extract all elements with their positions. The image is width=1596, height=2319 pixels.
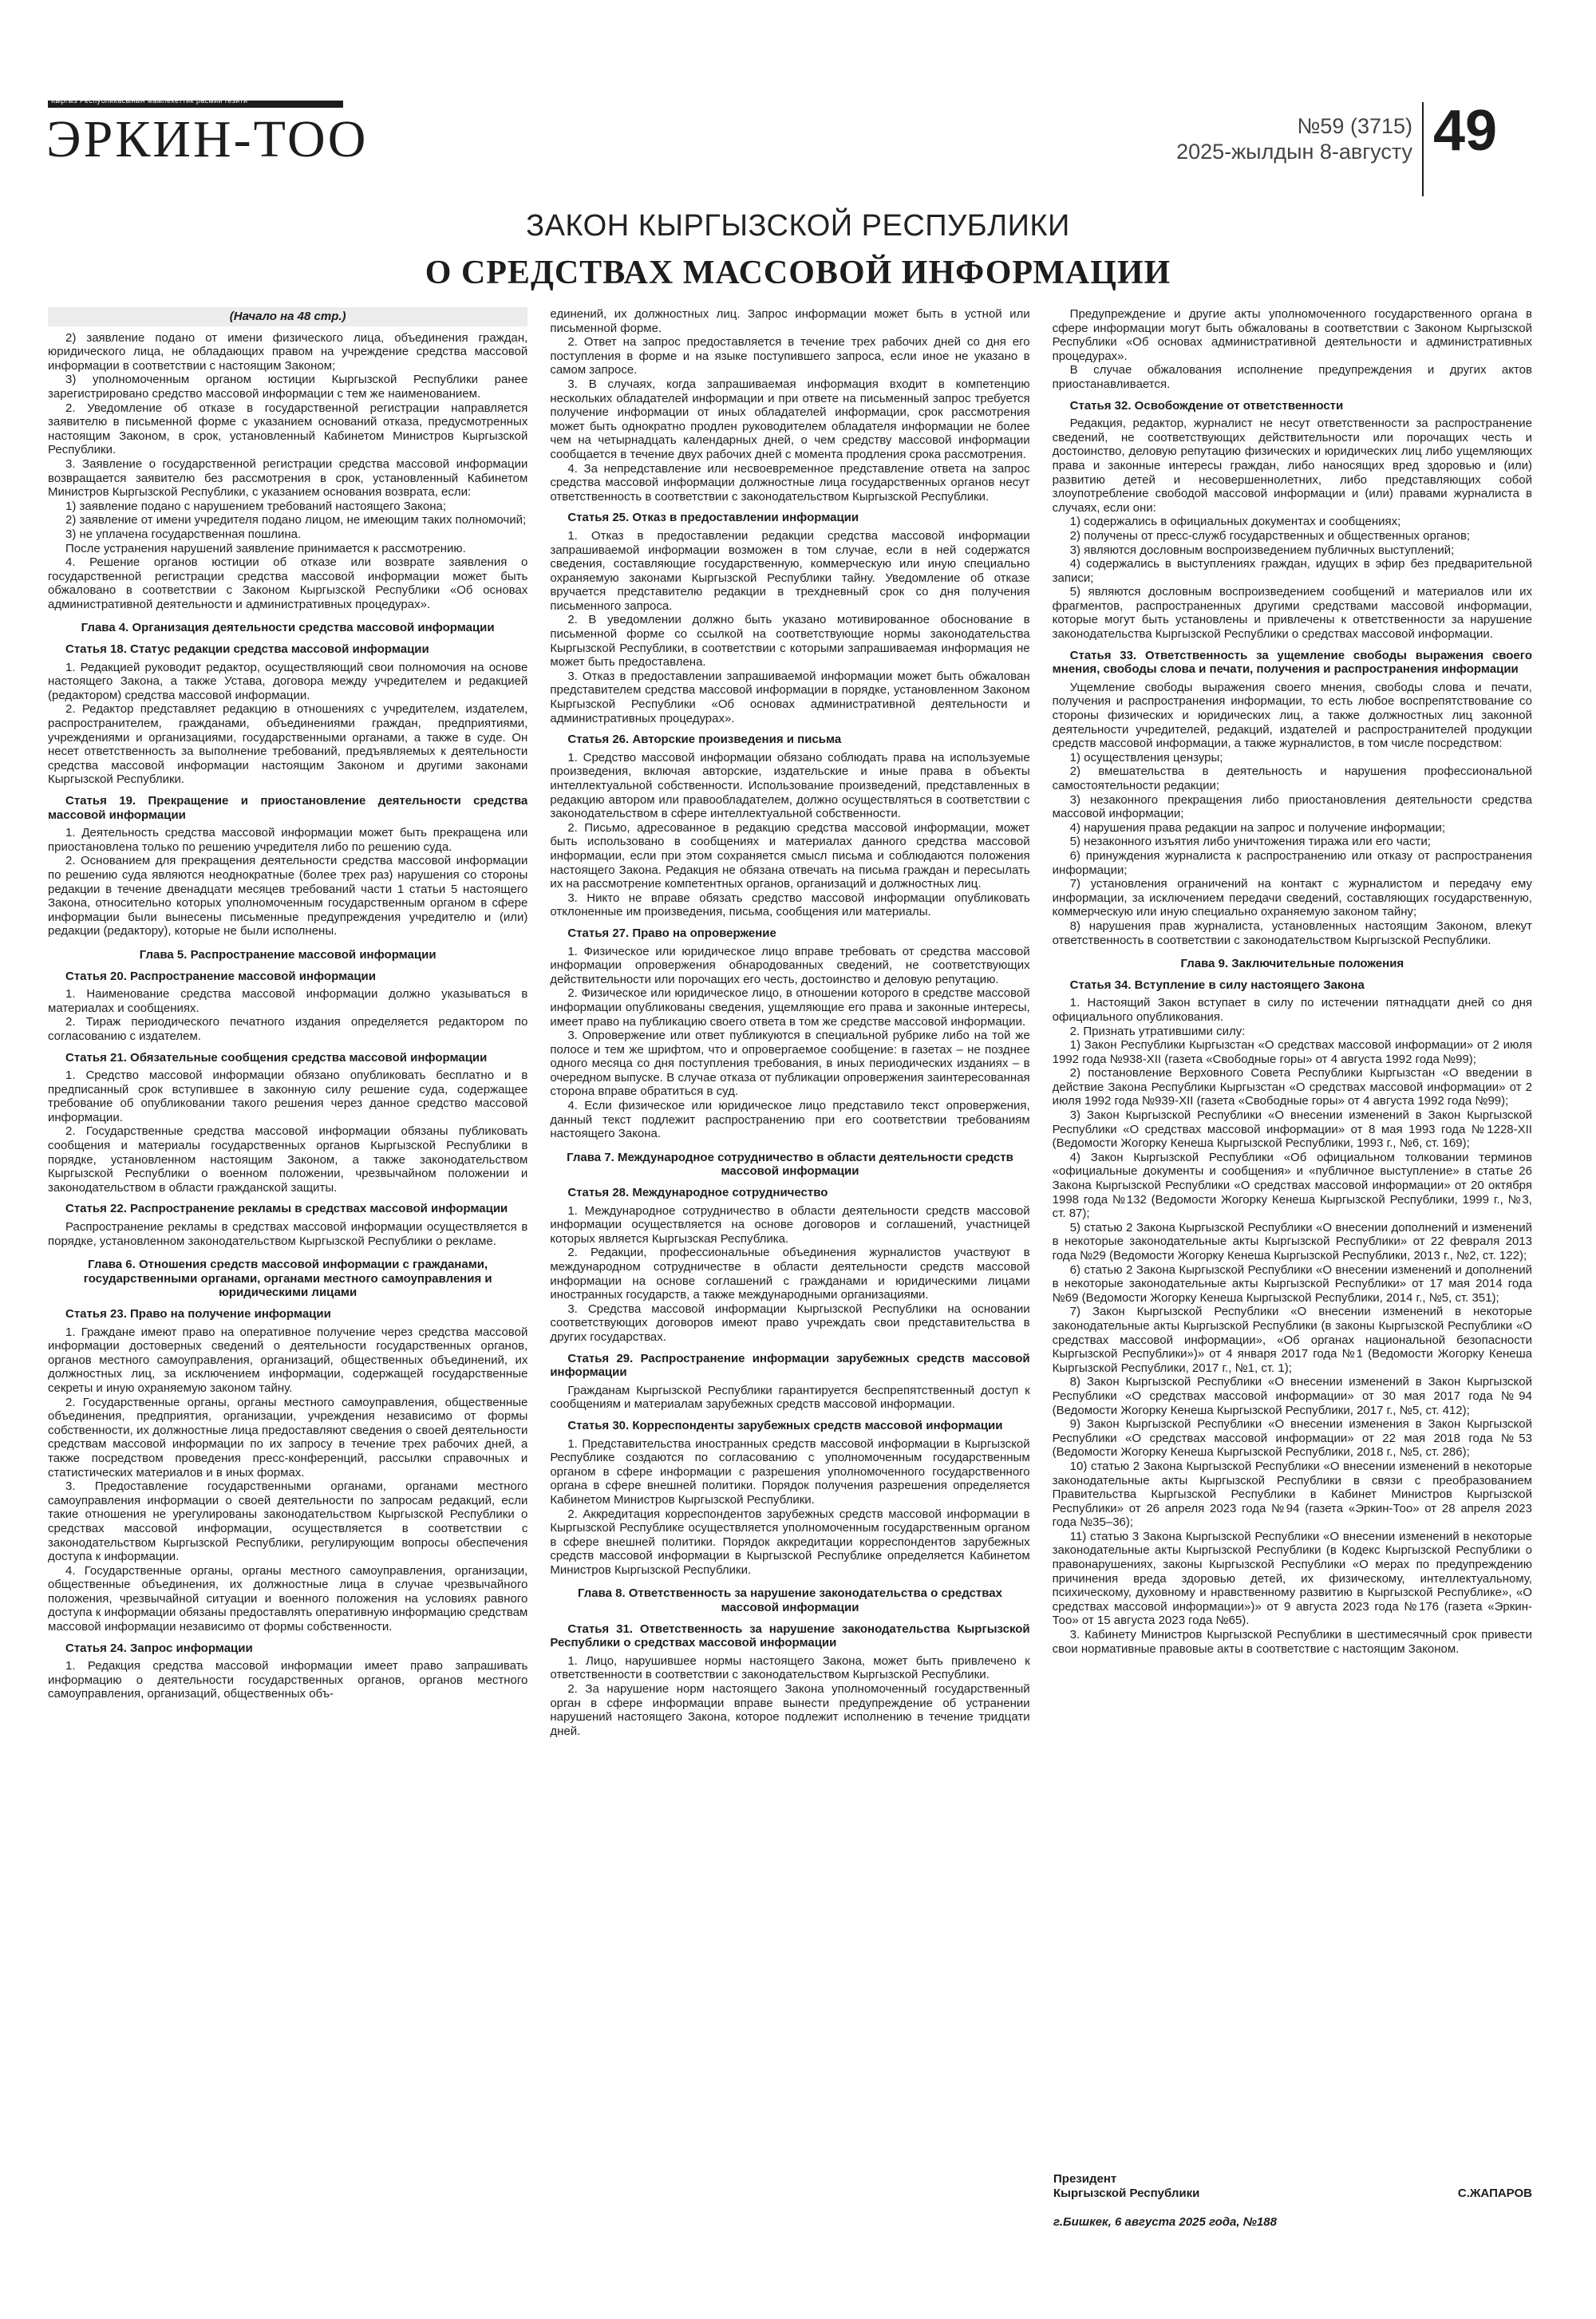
paragraph: 3) являются дословным воспроизведением публичных выступлений; — [1069, 543, 1455, 557]
paragraph: 2) вмешательства в деятельность и нарушения профессиональной самостоятельности редакции; — [1052, 764, 1532, 792]
paragraph: 2. Редактор представляет редакцию в отношениях с учредителем, издателем, распространителем, гражданами, объединениями граждан, предприятиями, учреждениями и организациями, государственными органами, а также в суде. Он несет ответственность за выполнение требований, предъявляемых к деятельности средства массовой информации настоящим Законом и другими законами Кыргызской Республики. — [48, 702, 528, 787]
paragraph: 2. Редакции, профессиональные объединения журналистов участвуют в международном сотрудничестве в области деятельности средств массовой информации на основе соглашений с гражданами и юридическими лицами иностранных государств, а также международными организациями. — [550, 1246, 1030, 1302]
paragraph: 1) содержались в официальных документах и сообщениях; — [1069, 515, 1401, 529]
paragraph: 6) статью 2 Закона Кыргызской Республики «О внесении изменений и дополнений в некоторые законодательные акты Кыргызской Республики» от 17 мая 2014 года №69 (Ведомости Жогорку Кенеша Кыргызской Республики, 2014 г., №5, ст. 351); — [1052, 1262, 1532, 1305]
paragraph: Предупреждение и другие акты уполномоченного государственного органа в сфере информации могут быть обжалованы в соответствии с Законом Кыргызской Республики «Об основах административной деятельности и административных процедурах». — [1052, 307, 1532, 363]
paragraph: 3. Отказ в предоставлении запрашиваемой информации может быть обжалован представителем средства массовой информации в порядке, установленном Законом Кыргызской Республики «Об основах административной деятельности и административных процедурах». — [550, 669, 1030, 725]
law-kicker: ЗАКОН КЫРГЫЗСКОЙ РЕСПУБЛИКИ — [526, 209, 1070, 243]
paragraph: 3. Никто не вправе обязать средство массовой информации опубликовать отклоненные им произведения, письма, сообщения или материалы. — [550, 891, 1030, 919]
chapter-heading: Глава 9. Заключительные положения — [1180, 957, 1404, 971]
paragraph: 2. В уведомлении должно быть указано мотивированное обоснование в письменной форме со ссылкой на соответствующие нормы законодательства Кыргызской Республики, в соответствии с которыми запрашиваемая информация не может быть предоставлена. — [550, 613, 1030, 670]
paragraph: 2. Основанием для прекращения деятельности средства массовой информации по решению суда являются неоднократные (более трех раз) нарушения со стороны редакции в течение двенадцати месяцев требований части 1 статьи 5 настоящего Закона, относительно которых уполномоченным государственным органом в сфере информации были вынесены письменные предупреждения учредителю и (или) редакции (редактору), которые не были исполнены. — [48, 854, 528, 938]
paragraph: 1. Средство массовой информации обязано опубликовать бесплатно и в предписанный срок вступившее в законную силу решение суда, содержащее требование об опубликовании такого решения через данное средство массовой информации. — [48, 1069, 528, 1124]
paragraph: 1) заявление подано с нарушением требований настоящего Закона; — [65, 499, 446, 513]
signature-block — [1053, 2172, 1532, 2230]
paragraph: После устранения нарушений заявление принимается к рассмотрению. — [65, 541, 466, 555]
newspaper-logo: ЭРКИН-ТОО — [46, 110, 369, 168]
paragraph: 2. Государственные средства массовой информации обязаны публиковать сообщения и материалы государственных органов Кыргызской Республики в порядке, установленном настоящим Законом, а также законодательством Кыргызской Республики о военном положении, чрезвычайном положении и законодательством в области гражданской защиты. — [48, 1124, 528, 1195]
paragraph: 1) Закон Республики Кыргызстан «О средствах массовой информации» от 2 июля 1992 года №938-XII (газета «Свободные горы» от 4 августа 1992 года №99); — [1052, 1038, 1532, 1066]
article-heading: Статья 33. Ответственность за ущемление свободы выражения своего мнения, свободы слова и печати, получения и распространения информации — [1052, 648, 1532, 677]
article-heading: Статья 32. Освобождение от ответственности — [1069, 398, 1344, 413]
chapter-heading: Глава 4. Организация деятельности средства массовой информации — [81, 621, 495, 635]
paragraph: 3) не уплачена государственная пошлина. — [65, 527, 302, 541]
paragraph: 11) статью 3 Закона Кыргызской Республики «О внесении изменений в некоторые законодательные акты Кыргызской Республики (в Кодекс Кыргызской Республики о правонарушениях, законы Кыргызской Республики «О мерах по предупреждению причинения вреда здоровью детей, их физическому, интеллектуальному, психическому, духовному и нравственному развитию в Кыргызской Республике», «О средствах массовой информации»)» от 9 августа 2023 года №176 (газета «Эркин-Тоо» от 15 августа 2023 года №65). — [1052, 1529, 1532, 1628]
article-heading: Статья 28. Международное сотрудничество — [567, 1186, 828, 1200]
paragraph: В случае обжалования исполнение предупреждения и других актов приостанавливается. — [1052, 363, 1532, 391]
paragraph: 1. Представительства иностранных средств массовой информации в Кыргызской Республике создаются по согласованию с уполномоченным государственным органом в сфере информации с разрешения уполномоченного государственного органа в сфере внешней политики. Порядок получения разрешения определяется Кабинетом Министров Кыргызской Республики. — [550, 1436, 1030, 1507]
paragraph: 4. За непредставление или несвоевременное представление ответа на запрос средства массовой информации должностные лица государственных органов несут ответственность в соответствии с законодательством Кыргызской Республики. — [550, 461, 1030, 504]
paragraph: 2. Признать утратившими силу: — [1069, 1024, 1246, 1038]
paragraph: 4) содержались в выступлениях граждан, идущих в эфир без предварительной записи; — [1052, 557, 1532, 585]
paragraph: 2) заявление от имени учредителя подано лицом, не имеющим таких полномочий; — [65, 513, 527, 527]
paragraph: 2. Ответ на запрос предоставляется в течение трех рабочих дней со дня его поступления в форме и на языке поступившего запроса, если иное не указано в самом запросе. — [550, 335, 1030, 377]
paragraph: Распространение рекламы в средствах массовой информации осуществляется в порядке, установленном законодательством Кыргызской Республики о рекламе. — [48, 1220, 528, 1248]
column-3 — [1053, 307, 1532, 2278]
paragraph: 3) Закон Кыргызской Республики «О внесении изменений в Закон Кыргызской Республики «О средствах массовой информации» от 8 мая 1993 года №1228-XII (Ведомости Жогорку Кенеша Кыргызской Республики, 1993 г., №6, ст. 169); — [1052, 1108, 1532, 1151]
article-heading: Статья 21. Обязательные сообщения средства массовой информации — [65, 1050, 488, 1065]
continuation-note: (Начало на 48 стр.) — [48, 307, 527, 326]
article-heading: Статья 19. Прекращение и приостановление деятельности средства массовой информации — [48, 794, 528, 822]
law-title: О СРЕДСТВАХ МАССОВОЙ ИНФОРМАЦИИ — [425, 255, 1171, 291]
paragraph: 8) нарушения прав журналиста, установленных настоящим Законом, влекут ответственность в соответствии с законодательством Кыргызской Республики. — [1052, 919, 1532, 947]
chapter-heading: Глава 8. Ответственность за нарушение законодательства о средствах массовой информации — [577, 1586, 1002, 1615]
paragraph: 7) установления ограничений на контакт с журналистом и передачу ему информации, за исключением передачи сведений, составляющих государственную, коммерческую или иную специально охраняемую законом тайну; — [1052, 877, 1532, 919]
paragraph: 1. Деятельность средства массовой информации может быть прекращена или приостановлена только по решению учредителя либо по решению суда. — [48, 826, 528, 854]
paragraph: 3. Заявление о государственной регистрации средства массовой информации возвращается заявителю без рассмотрения в срок, установленный Кабинетом Министров Кыргызской Республики, с указанием основания возврата, если: — [48, 456, 528, 500]
article-heading: Статья 23. Право на получение информации — [65, 1307, 331, 1321]
paragraph: 4. Государственные органы, органы местного самоуправления, организации, общественные объединения, их должностные лица в случае чрезвычайного положения, чрезвычайной ситуации и военного положения на условиях равного доступа к информации обязаны предоставлять оперативную информацию средствам массовой информации независимо от формы собственности. — [48, 1563, 528, 1634]
paragraph: 7) Закон Кыргызской Республики «О внесении изменений в некоторые законодательные акты Кыргызской Республики (в законы Кыргызской Республики «О средствах массовой информации», «Об органах национальной безопасности Кыргызской Республики»)» от 4 января 2017 года №1 (Ведомости Жогорку Кенеша Кыргызской Республики, 2017 г., №1, ст. 1); — [1052, 1305, 1532, 1375]
paragraph: 1. Наименование средства массовой информации должно указываться в материалах и сообщениях. — [48, 987, 528, 1015]
paragraph: 4. Если физическое или юридическое лицо представило текст опровержения, данный текст подлежит распространению при его соответствии требованиям настоящего Закона. — [550, 1099, 1030, 1141]
paragraph: 2. Письмо, адресованное в редакцию средства массовой информации, может быть использовано в сообщениях и материалах данного средства массовой информации, если при этом сохраняется смысл письма и соблюдаются положения настоящего Закона. Редакция не обязана отвечать на письма граждан и пересылать их на рассмотрение компетентных органов, организаций и должностных лиц. — [550, 820, 1030, 891]
paragraph: 1. Физическое или юридическое лицо вправе требовать от средства массовой информации опровержения обнародованных сведений, не соответствующих действительности или порочащих его честь, достоинство и деловую репутацию. — [550, 944, 1030, 986]
article-columns — [48, 307, 1532, 2278]
paragraph: 3. Предоставление государственными органами, органами местного самоуправления информации о своей деятельности по запросам редакций, если такие отношения не урегулированы законодательством Кыргызской Республики о средствах массовой информации, осуществляется в соответствии с законодательством Кыргызской Республики, регулирующим вопросы обеспечения доступа к информации. — [48, 1479, 528, 1564]
paragraph: 3) незаконного прекращения либо приостановления деятельности средства массовой информации; — [1052, 792, 1532, 821]
article-heading: Статья 30. Корреспонденты зарубежных средств массовой информации — [567, 1418, 1003, 1432]
paragraph: 2. Аккредитация корреспондентов зарубежных средств массовой информации в Кыргызской Республике осуществляется уполномоченным государственным органом в сфере внешней политики. Порядок аккредитации корреспондентов зарубежных средств массовой информации в Кыргызской Республике определяется Кабинетом Министров Кыргызской Республики. — [550, 1507, 1030, 1577]
article-heading: Статья 25. Отказ в предоставлении информации — [567, 511, 859, 525]
paragraph: 1. Редакцией руководит редактор, осуществляющий свои полномочия на основе настоящего Закона, а также Устава, договора между учредителем и редакцией (редактором) средства массовой информации. — [48, 660, 528, 702]
paragraph: 5) незаконного изъятия либо уничтожения тиража или его части; — [1069, 835, 1431, 849]
article-heading: Статья 20. Распространение массовой информации — [65, 969, 376, 983]
paragraph: 6) принуждения журналиста к распространению или отказу от распространения информации; — [1052, 848, 1532, 877]
paragraph: 4) Закон Кыргызской Республики «Об официальном толковании терминов «официальные документы и сообщения» и «публичное выступление» в статье 26 Закона Кыргызской Республики «О средствах массовой информации» от 20 октября 1998 года №132 (Ведомости Жогорку Кенеша Кыргызской Республики, 1999 г., №3, ст. 87); — [1052, 1150, 1532, 1221]
issue-number: №59 (3715) — [1297, 114, 1412, 138]
paragraph: 2) получены от пресс-служб государственных и общественных органов; — [1069, 528, 1471, 543]
paragraph: 8) Закон Кыргызской Республики «О внесении изменений в Закон Кыргызской Республики «О средствах массовой информации» от 30 мая 2017 года №94 (Ведомости Жогорку Кенеша Кыргызской Республики, 2017 г., №5, ст. 412); — [1052, 1375, 1532, 1417]
paragraph: 1. Средство массовой информации обязано соблюдать права на используемые произведения, включая авторские, издательские и иные права в объекты интеллектуальной собственности. Использование произведений, представленных в редакцию автором или правообладателем, должно осуществляться в соответствии с законодательством в сфере интеллектуальной собственности. — [550, 750, 1030, 821]
paragraph: 3) уполномоченным органом юстиции Кыргызской Республики ранее зарегистрировано средство массовой информации с тем же наименованием. — [48, 373, 528, 401]
article-heading: Статья 22. Распространение рекламы в средствах массовой информации — [65, 1202, 508, 1216]
paragraph: 2. Тираж периодического печатного издания определяется редактором по согласованию с издателем. — [48, 1015, 528, 1043]
paragraph: 1. Настоящий Закон вступает в силу по истечении пятнадцати дней со дня официального опубликования. — [1052, 996, 1532, 1024]
paragraph: 1) осуществления цензуры; — [1069, 750, 1223, 764]
paragraph: 1. Отказ в предоставлении редакции средства массовой информации запрашиваемой информации возможен в том случае, если в ней содержатся сведения, составляющие государственную, коммерческую или иную специально охраняемую законами Кыргызской Республики тайну. Уведомление об отказе вручается представителю редакции в трехдневный срок со дня получения письменного запроса. — [550, 528, 1030, 613]
paragraph: 1. Лицо, нарушившее нормы настоящего Закона, может быть привлечено к ответственности в соответствии с законодательством Кыргызской Республики. — [550, 1653, 1030, 1682]
article-heading: Статья 27. Право на опровержение — [567, 926, 776, 940]
paragraph: Редакция, редактор, журналист не несут ответственности за распространение сведений, не соответствующих действительности или порочащих честь и достоинство, деловую репутацию физических и юридических лиц либо ущемляющих права и законные интересы граждан, либо наносящих вред здоровью и (или) развитию детей и несовершеннолетних, либо представляющих собой злоупотребление свободой массовой информации и (или) правами журналиста в случаях, если они: — [1052, 417, 1532, 515]
article-heading: Статья 18. Статус редакции средства массовой информации — [65, 642, 429, 657]
masthead-tagline: Кыргыз Республикасынын мамлекеттик расмий гезити — [51, 97, 248, 105]
paragraph: 3. Средства массовой информации Кыргызской Республики на основании соответствующих договоров имеют право учреждать свои представительства в других государствах. — [550, 1302, 1030, 1344]
article-heading: Статья 24. Запрос информации — [65, 1641, 253, 1655]
page-number-divider — [1422, 102, 1424, 196]
paragraph: 5) являются дословным воспроизведением сообщений и материалов или их фрагментов, распространенных другими средствами массовой информации, которые могут быть установлены и привлечены к ответственности за нарушение законодательства Кыргызской Республики о средствах массовой информации. — [1052, 585, 1532, 642]
paragraph: 10) статью 2 Закона Кыргызской Республики «О внесении изменений в некоторые законодательные акты Кыргызской Республики в связи с преобразованием Правительства Кыргызской Республики в Кабинет Министров Кыргызской Республики» от 26 апреля 2023 года №94 (газета «Эркин-Тоо» от 28 апреля 2023 года №35–36); — [1052, 1459, 1532, 1530]
paragraph: 5) статью 2 Закона Кыргызской Республики «О внесении дополнений и изменений в некоторые законодательные акты Кыргызской Республики» от 22 февраля 2013 года №29 (Ведомости Жогорку Кенеша Кыргызской Республики, 2013 г., №2, ст. 122); — [1052, 1220, 1532, 1262]
paragraph: 1. Граждане имеют право на оперативное получение через средства массовой информации достоверных сведений о деятельности государственных органов, органов местного самоуправления, организаций, общественных объединений, их должностных лиц, за исключением информации, содержащей государственные секреты и иную охраняемую законом тайну. — [48, 1325, 528, 1395]
paragraph: 4) нарушения права редакции на запрос и получение информации; — [1069, 820, 1446, 835]
paragraph: 2. За нарушение норм настоящего Закона уполномоченный государственный орган в сфере информации вправе вынести предупреждение об устранении нарушений настоящего Закона, которое подлежит исполнению в течение тридцати дней. — [550, 1682, 1030, 1738]
article-heading: Статья 34. Вступление в силу настоящего Закона — [1069, 978, 1365, 992]
signature-place-date: г.Бишкек, 6 августа 2025 года, №188 — [1053, 2215, 1277, 2229]
article-heading: Статья 26. Авторские произведения и письма — [567, 733, 842, 747]
paragraph: 3. Опровержение или ответ публикуются в специальной рубрике либо на той же полосе и тем же шрифтом, что и опровергаемое сообщение: в газетах – не позднее одного месяца со дня поступления требования, в иных периодических изданиях – в очередном выпуске. В случае отказа от публикации опровержения заинтересованная сторона вправе обратиться в суд. — [550, 1029, 1030, 1099]
article-heading: Статья 31. Ответственность за нарушение законодательства Кыргызской Республики о средствах массовой информации — [550, 1622, 1030, 1650]
paragraph: Гражданам Кыргызской Республики гарантируется беспрепятственный доступ к сообщениям и материалам зарубежных средств массовой информации. — [550, 1383, 1030, 1412]
paragraph: 3. Кабинету Министров Кыргызской Республики в шестимесячный срок привести свои нормативные правовые акты в соответствие с настоящим Законом. — [1052, 1628, 1532, 1656]
chapter-heading: Глава 6. Отношения средств массовой информации с гражданами, государственными органами, органами местного самоуправления и юридическими лицами — [83, 1258, 492, 1300]
signature-role: Президент — [1053, 2172, 1117, 2186]
issue-info — [1176, 113, 1412, 164]
paragraph: единений, их должностных лиц. Запрос информации может быть в устной или письменной форме. — [550, 307, 1030, 335]
page-number: 49 — [1433, 99, 1498, 163]
paragraph: 4. Решение органов юстиции об отказе или возврате заявления о государственной регистрации средства массовой информации может быть обжаловано в соответствии с Законом Кыргызской Республики «Об основах административной деятельности и административных процедурах». — [48, 555, 528, 611]
paragraph: 2. Уведомление об отказе в государственной регистрации направляется заявителю в письменной форме с указанием оснований отказа, предусмотренных настоящим Законом, в срок, установленный Кабинетом Министров Кыргызской Республики. — [48, 401, 528, 457]
paragraph: 1. Редакция средства массовой информации имеет право запрашивать информацию о деятельности государственных органов, органов местного самоуправления, организаций, общественных объ- — [48, 1659, 528, 1701]
chapter-heading: Глава 5. Распространение массовой информации — [139, 947, 437, 962]
paragraph: 2. Физическое или юридическое лицо, в отношении которого в средстве массовой информации опубликованы сведения, ущемляющие его права и законные интересы, имеет право на публикацию своего ответа в том же средстве массовой информации. — [550, 986, 1030, 1029]
paragraph: 1. Международное сотрудничество в области деятельности средств массовой информации осуществляется на основе договоров и соглашений, участницей которых является Кыргызская Республика. — [550, 1203, 1030, 1246]
paragraph: Ущемление свободы выражения своего мнения, свободы слова и печати, получения и распространения информации, то есть любое воспрепятствование со стороны физических и юридических лиц, а также должностных лиц законной деятельности учредителей, редакций, издателей и распространителей продукции средств массовой информации, а также журналистов, в том числе посредством: — [1052, 680, 1532, 751]
column-2 — [550, 307, 1029, 2278]
article-heading: Статья 29. Распространение информации зарубежных средств массовой информации — [550, 1351, 1030, 1380]
paragraph: 3. В случаях, когда запрашиваемая информация входит в компетенцию нескольких обладателей информации и при ответе на письменный запрос требуется получение информации от иных обладателей информации, срок рассмотрения может быть однократно продлен руководителем обладателя информации не более чем на четырнадцать календарных дней, о чем средству массовой информации сообщается в течение двух рабочих дней с момента продления срока рассмотрения. — [550, 377, 1030, 461]
column-1 — [48, 307, 527, 2278]
chapter-heading: Глава 7. Международное сотрудничество в области деятельности средств массовой информации — [567, 1150, 1013, 1179]
signature-name: С.ЖАПАРОВ — [1457, 2187, 1532, 2200]
paragraph: 2) заявление подано от имени физического лица, объединения граждан, юридического лица, не обладающих правом на учреждение средства массовой информации в соответствии с настоящим Законом; — [48, 330, 528, 373]
paragraph: 2. Государственные органы, органы местного самоуправления, общественные объединения, предприятия, организации, учреждения независимо от формы собственности, их должностные лица предоставляют сведения о своей деятельности средствам массовой информации по их запросу в течение трех рабочих дней, а также посредством проведения пресс-конференций, рассылки справочных и статистических материалов и в иных формах. — [48, 1395, 528, 1479]
paragraph: 9) Закон Кыргызской Республики «О внесении изменения в Закон Кыргызской Республики «О средствах массовой информации» от 22 мая 2018 года №53 (Ведомости Жогорку Кенеша Кыргызской Республики, 2018 г., №5, ст. 286); — [1052, 1417, 1532, 1460]
paragraph: 2) постановление Верховного Совета Республики Кыргызстан «О введении в действие Закона Республики Кыргызстан «О средствах массовой информации» от 2 июля 1992 года №939-XII (газета «Свободные горы» от 4 августа 1992 года №99); — [1052, 1066, 1532, 1108]
issue-date: 2025-жылдын 8-августу — [1176, 140, 1412, 164]
signature-role-country: Кыргызской Республики — [1053, 2187, 1200, 2200]
